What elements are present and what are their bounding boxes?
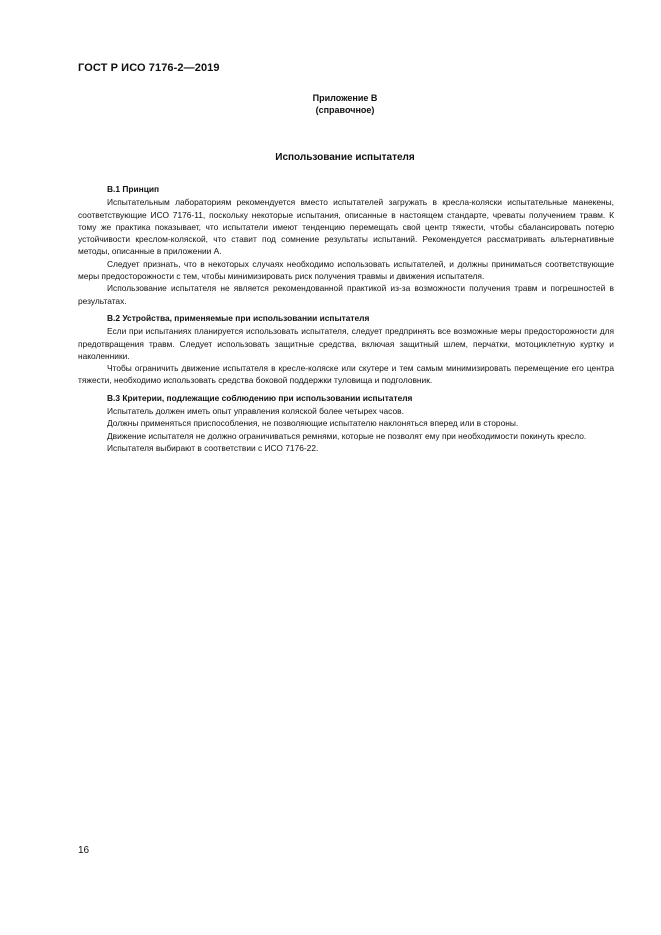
paragraph: Испытателя выбирают в соответствии с ИСО 7176-22.: [107, 442, 319, 453]
page-title: Использование испытателя: [275, 152, 415, 163]
paragraph: Чтобы ограничить движение испытателя в кресле-коляске или скутере и тем самым минимизировать перемещение его центра тяжести, необходимо использовать средства боковой поддержки туловища и подголовник.: [78, 363, 614, 386]
section-heading: В.2 Устройства, применяемые при использовании испытателя: [107, 312, 370, 323]
paragraph: Следует признать, что в некоторых случаях необходимо использовать испытателей, и должны приниматься соответствующие меры предосторожности с тем, чтобы минимизировать риск получения травмы и движения испытателя.: [78, 258, 614, 282]
annex-title: Приложение В: [312, 93, 378, 103]
section-heading: В.1 Принцип: [107, 184, 160, 194]
paragraph: Использование испытателя не является рекомендованной практикой из-за возможности получения травм и погрешностей в результатах.: [78, 283, 614, 306]
paragraph: Испытательным лабораториям рекомендуется вместо испытателей загружать в кресла-коляски испытательные манекены, соответствующие ИСО 7176-11, поскольку некоторые испытания, описанные в настоящем стандарте, чреваты получением травм. К тому же практика показывает, что испытатели имеют тенденцию перемещать свой центр тяжести, чтобы сбалансировать потерю устойчивости креслом-коляской, что ставит под сомнение результаты испытаний. Рекомендуется рассматривать альтернативные методы, описанные в приложении А.: [78, 197, 614, 257]
section-devices: [78, 312, 614, 387]
main-content: [78, 183, 614, 459]
paragraph: Движение испытателя не должно ограничиваться ремнями, которые не позволят ему при необходимости покинуть кресло.: [107, 430, 587, 441]
annex-type: (справочное): [315, 105, 375, 115]
section-heading: В.3 Критерии, подлежащие соблюдению при использовании испытателя: [107, 392, 413, 403]
annex-heading: [0, 92, 661, 116]
paragraph: Если при испытаниях планируется использовать испытателя, следует предпринять все возможные меры предосторожности для предотвращения травм. Следует использовать защитные средства, включая защитный шлем, перчатки, мотоциклетную куртку и наколенники.: [78, 326, 614, 361]
section-criteria: [78, 392, 614, 454]
section-principle: [78, 183, 614, 307]
paragraph: Испытатель должен иметь опыт управления коляской более четырех часов.: [107, 406, 404, 417]
paragraph: Должны применяться приспособления, не позволяющие испытателю наклоняться вперед или в стороны.: [107, 418, 519, 429]
document-id: ГОСТ Р ИСО 7176-2—2019: [78, 62, 220, 74]
page-number: 16: [78, 845, 90, 856]
